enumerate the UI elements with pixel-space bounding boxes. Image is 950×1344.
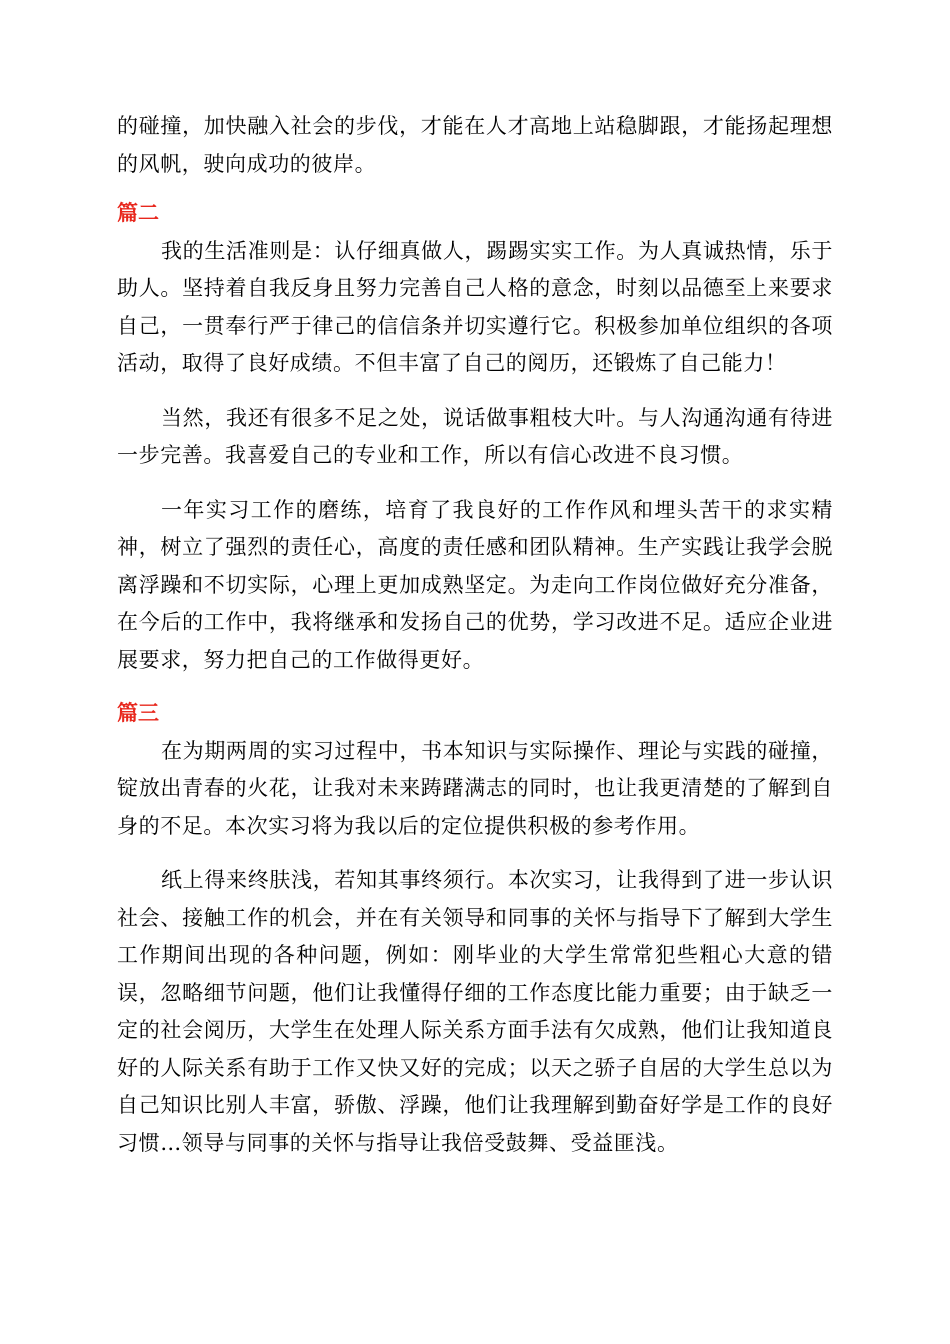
section-heading-2: 篇二	[117, 201, 159, 225]
document-page	[117, 108, 833, 1162]
section3-paragraph-2: 纸上得来终肤浅，若知其事终须行。本次实习，让我得到了进一步认识社会、接触工作的机会，并在有关领导和同事的关怀与指导下了解到大学生工作期间出现的各种问题，例如：刚毕业的大学生常常犯些粗心大意的错误，忽略细节问题，他们让我懂得仔细的工作态度比能力重要；由于缺乏一定的社会阅历，大学生在处理人际关系方面手法有欠成熟，他们让我知道良好的人际关系有助于工作又快又好的完成；以天之骄子自居的大学生总以为自己知识比别人丰富，骄傲、浮躁，他们让我理解到勤奋好学是工作的良好习惯…领导与同事的关怀与指导让我倍受鼓舞、受益匪浅。	[117, 868, 833, 1155]
section2-paragraph-1: 我的生活准则是：认仔细真做人，踢踢实实工作。为人真诚热情，乐于助人。坚持着自我反身且努力完善自己人格的意念，时刻以品德至上来要求自己，一贯奉行严于律己的信信条并切实遵行它。积极参加单位组织的各项活动，取得了良好成绩。不但丰富了自己的阅历，还锻炼了自己能力！	[117, 238, 833, 375]
section2-paragraph-2: 当然，我还有很多不足之处，说话做事粗枝大叶。与人沟通沟通有待进一步完善。我喜爱自己的专业和工作，所以有信心改进不良习惯。	[117, 405, 833, 467]
section-heading-3: 篇三	[117, 701, 159, 725]
continuation-paragraph: 的碰撞，加快融入社会的步伐，才能在人才高地上站稳脚跟，才能扬起理想的风帆，驶向成功的彼岸。	[117, 114, 833, 176]
section2-paragraph-3: 一年实习工作的磨练，培育了我良好的工作作风和埋头苦干的求实精神，树立了强烈的责任心，高度的责任感和团队精神。生产实践让我学会脱离浮躁和不切实际，心理上更加成熟坚定。为走向工作岗位做好充分准备，在今后的工作中，我将继承和发扬自己的优势，学习改进不足。适应企业进展要求，努力把自己的工作做得更好。	[117, 497, 833, 672]
section3-paragraph-1: 在为期两周的实习过程中，书本知识与实际操作、理论与实践的碰撞，锭放出青春的火花，让我对未来踌躇满志的同时，也让我更清楚的了解到自身的不足。本次实习将为我以后的定位提供积极的参考作用。	[117, 738, 833, 838]
